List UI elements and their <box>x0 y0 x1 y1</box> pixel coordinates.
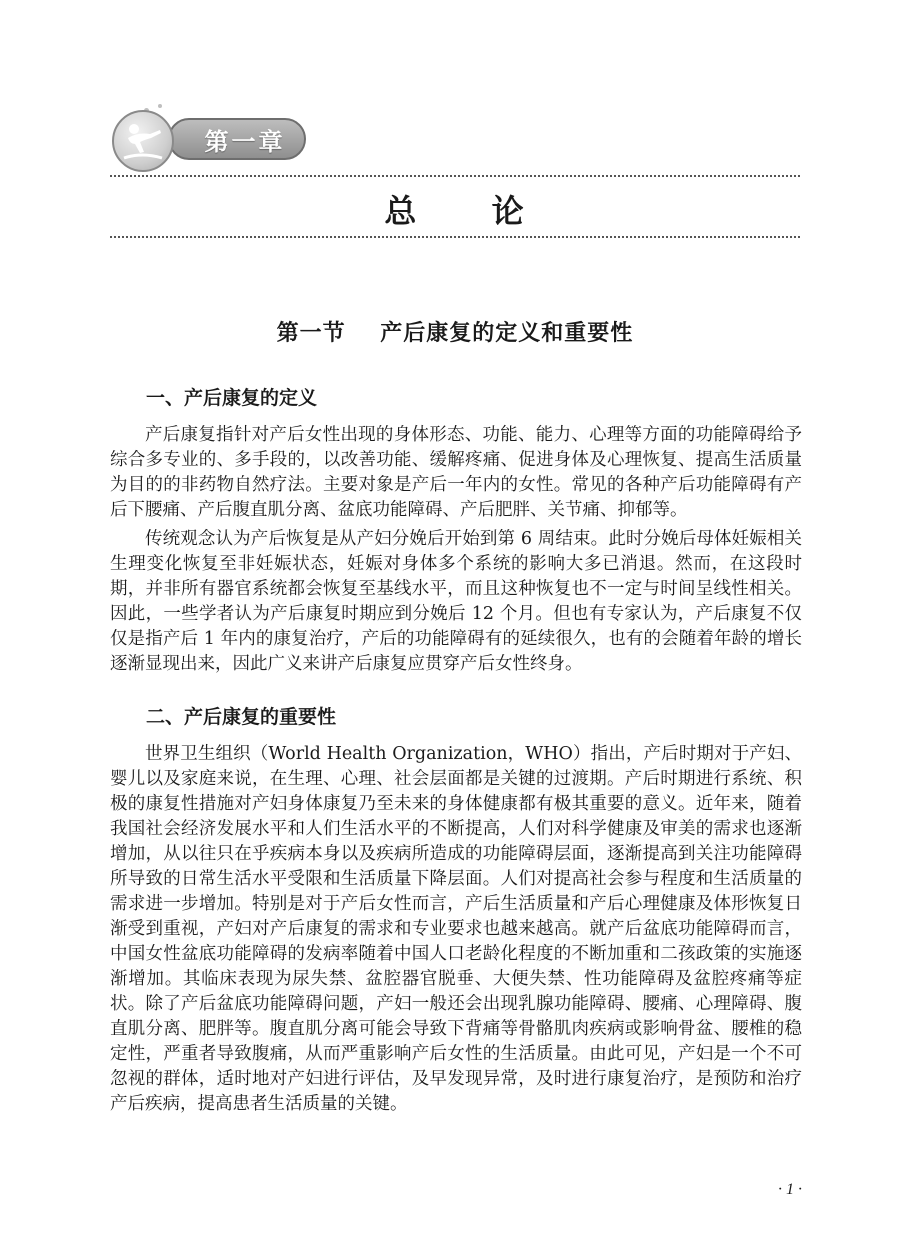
subsection-heading: 一、产后康复的定义 <box>146 387 318 409</box>
yoga-figure-icon <box>112 110 174 172</box>
paragraph: 传统观念认为产后恢复是从产妇分娩后开始到第 6 周结束。此时分娩后母体妊娠相关生理变化恢复至非妊娠状态，妊娠对身体多个系统的影响大多已消退。然而，在这段时期，并非所有器官系统都会恢复至基线水平，而且这种恢复也不一定与时间呈线性相关。因此，一些学者认为产后康复时期应到分娩后 12 个月。但也有专家认为，产后康复不仅仅是指产后 1 年内的康复治疗，产后的功能障碍有的延续很久，也有的会随着年龄的增长逐渐显现出来，因此广义来讲产后康复应贯穿产后女性终身。 <box>110 529 802 674</box>
page-number: · 1 · <box>778 1181 802 1198</box>
paragraph: 世界卫生组织（World Health Organization，WHO）指出，产后时期对于产妇、婴儿以及家庭来说，在生理、心理、社会层面都是关键的过渡期。产后时期进行系统、积极的康复性措施对产妇身体康复乃至未来的身体健康都有极其重要的意义。近年来，随着我国社会经济发展水平和人们生活水平的不断提高，人们对科学健康及审美的需求也逐渐增加，从以往只在乎疾病本身以及疾病所造成的功能障碍层面，逐渐提高到关注功能障碍所导致的日常生活水平受限和生活质量下降层面。人们对提高社会参与程度和生活质量的需求进一步增加。特别是对于产后女性而言，产后生活质量和产后心理健康及体形恢复日渐受到重视，产妇对产后康复的需求和专业要求也越来越高。就产后盆底功能障碍而言，中国女性盆底功能障碍的发病率随着中国人口老龄化程度的不断加重和二孩政策的实施逐渐增加。其临床表现为尿失禁、盆腔器官脱垂、大便失禁、性功能障碍及盆腔疼痛等症状。除了产后盆底功能障碍问题，产妇一般还会出现乳腺功能障碍、腰痛、心理障碍、腹直肌分离、肥胖等。腹直肌分离可能会导致下背痛等骨骼肌肉疾病或影响骨盆、腰椎的稳定性，严重者导致腹痛，从而严重影响产后女性的生活质量。由此可见，产妇是一个不可忽视的群体，适时地对产妇进行评估，及早发现异常，及时进行康复治疗，是预防和治疗产后疾病，提高患者生活质量的关键。 <box>110 744 802 1114</box>
section-title: 第一节 产后康复的定义和重要性 <box>276 321 634 346</box>
decorative-dot <box>158 104 162 108</box>
chapter-rule-bottom <box>110 236 800 238</box>
chapter-title: 总 论 <box>384 192 526 230</box>
subsection-heading: 二、产后康复的重要性 <box>146 706 337 728</box>
chapter-badge <box>110 104 310 170</box>
chapter-label: 第一章 <box>168 118 306 160</box>
paragraph: 产后康复指针对产后女性出现的身体形态、功能、能力、心理等方面的功能障碍给予综合多专业的、多手段的，以改善功能、缓解疼痛、促进身体及心理恢复、提高生活质量为目的的非药物自然疗法。主要对象是产后一年内的女性。常见的各种产后功能障碍有产后下腰痛、产后腹直肌分离、盆底功能障碍、产后肥胖、关节痛、抑郁等。 <box>110 425 802 520</box>
chapter-rule-top <box>110 175 800 177</box>
